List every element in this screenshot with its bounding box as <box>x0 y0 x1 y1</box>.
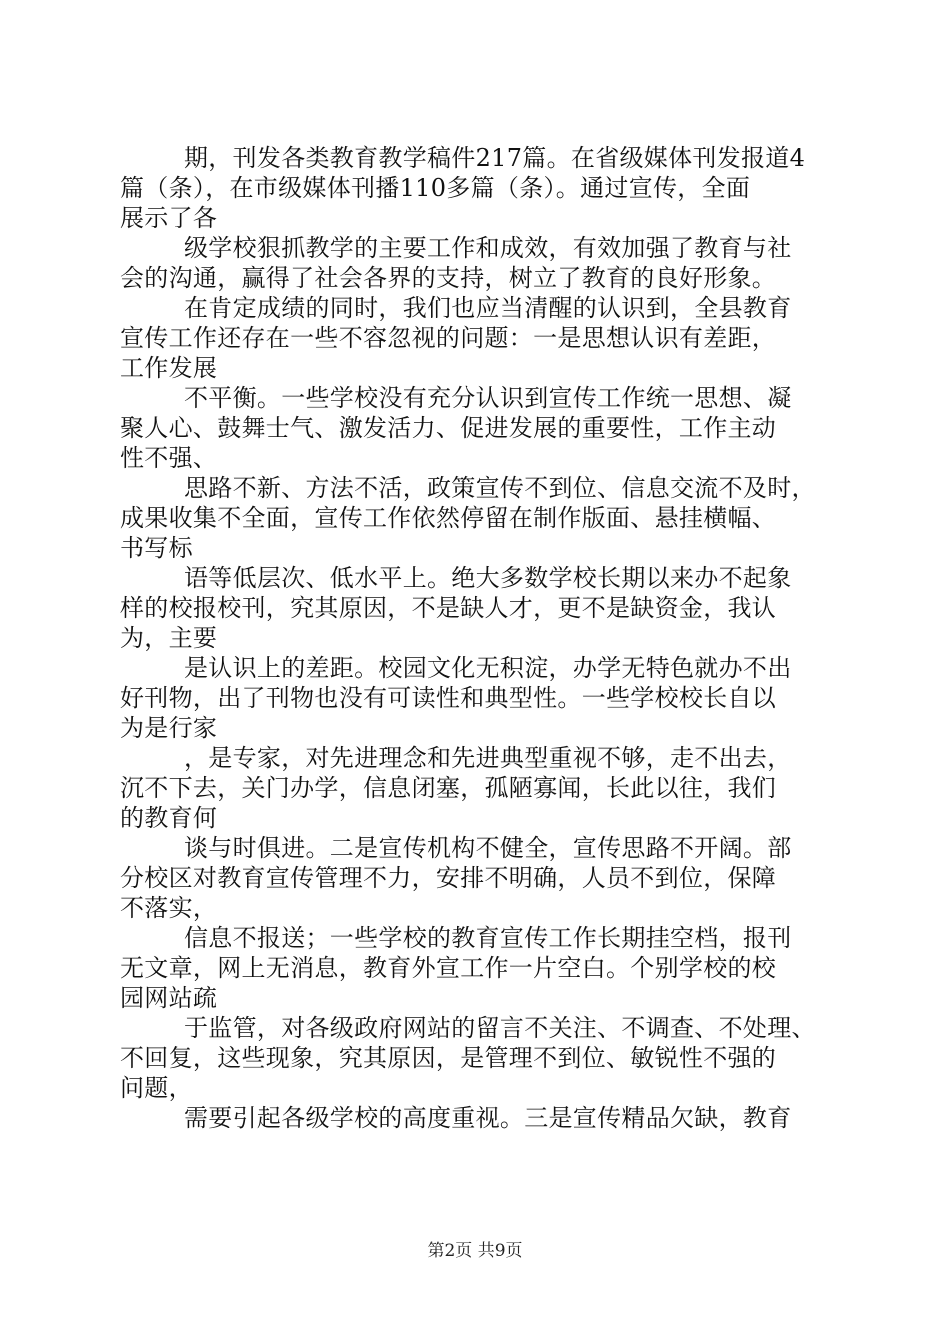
text-line: 工作发展 <box>120 354 218 382</box>
text-line: 好刊物，出了刊物也没有可读性和典型性。一些学校校长自以 <box>120 684 777 712</box>
text-line: 宣传工作还存在一些不容忽视的问题：一是思想认识有差距， <box>120 324 777 352</box>
text-line: 无文章，网上无消息，教育外宣工作一片空白。个别学校的校 <box>120 954 777 982</box>
text-line: 问题， <box>120 1074 193 1102</box>
text-line: 不平衡。一些学校没有充分认识到宣传工作统一思想、凝 <box>184 384 792 412</box>
text-line: 的教育何 <box>120 804 218 832</box>
text-line: 期，刊发各类教育教学稿件217篇。在省级媒体刊发报道4 <box>184 144 806 172</box>
body-text <box>120 143 840 1133</box>
text-line: 于监管，对各级政府网站的留言不关注、不调查、不处理、 <box>184 1014 816 1042</box>
text-line: 篇（条），在市级媒体刊播110多篇（条）。通过宣传，全面 <box>120 174 751 202</box>
text-line: 语等低层次、低水平上。绝大多数学校长期以来办不起象 <box>184 564 792 592</box>
text-line: 会的沟通，赢得了社会各界的支持，树立了教育的良好形象。 <box>120 264 777 292</box>
text-line: 沉不下去，关门办学，信息闭塞，孤陋寡闻，长此以往，我们 <box>120 774 777 802</box>
text-line: 为，主要 <box>120 624 218 652</box>
text-line: 需要引起各级学校的高度重视。三是宣传精品欠缺，教育 <box>184 1104 792 1132</box>
text-line: 园网站疏 <box>120 984 218 1012</box>
text-line: 聚人心、鼓舞士气、激发活力、促进发展的重要性，工作主动 <box>120 414 777 442</box>
text-line: 书写标 <box>120 534 193 562</box>
text-line: ，是专家，对先进理念和先进典型重视不够，走不出去， <box>184 744 792 772</box>
page-footer: 第2页 共9页 <box>427 1241 523 1261</box>
text-line: 样的校报校刊，究其原因，不是缺人才，更不是缺资金，我认 <box>120 594 777 622</box>
text-line: 级学校狠抓教学的主要工作和成效，有效加强了教育与社 <box>184 234 792 262</box>
text-line: 性不强、 <box>120 444 218 472</box>
text-line: 信息不报送；一些学校的教育宣传工作长期挂空档，报刊 <box>184 924 792 952</box>
text-line: 展示了各 <box>120 204 218 232</box>
text-line: 为是行家 <box>120 714 218 742</box>
text-line: 不回复，这些现象，究其原因，是管理不到位、敏锐性不强的 <box>120 1044 777 1072</box>
text-line: 谈与时俱进。二是宣传机构不健全，宣传思路不开阔。部 <box>184 834 792 862</box>
text-line: 不落实， <box>120 894 218 922</box>
text-line: 分校区对教育宣传管理不力，安排不明确，人员不到位，保障 <box>120 864 777 892</box>
text-line: 是认识上的差距。校园文化无积淀，办学无特色就办不出 <box>184 654 792 682</box>
text-line: 成果收集不全面，宣传工作依然停留在制作版面、悬挂横幅、 <box>120 504 777 532</box>
text-line: 在肯定成绩的同时，我们也应当清醒的认识到，全县教育 <box>184 294 792 322</box>
text-line: 思路不新、方法不活，政策宣传不到位、信息交流不及时， <box>184 474 816 502</box>
